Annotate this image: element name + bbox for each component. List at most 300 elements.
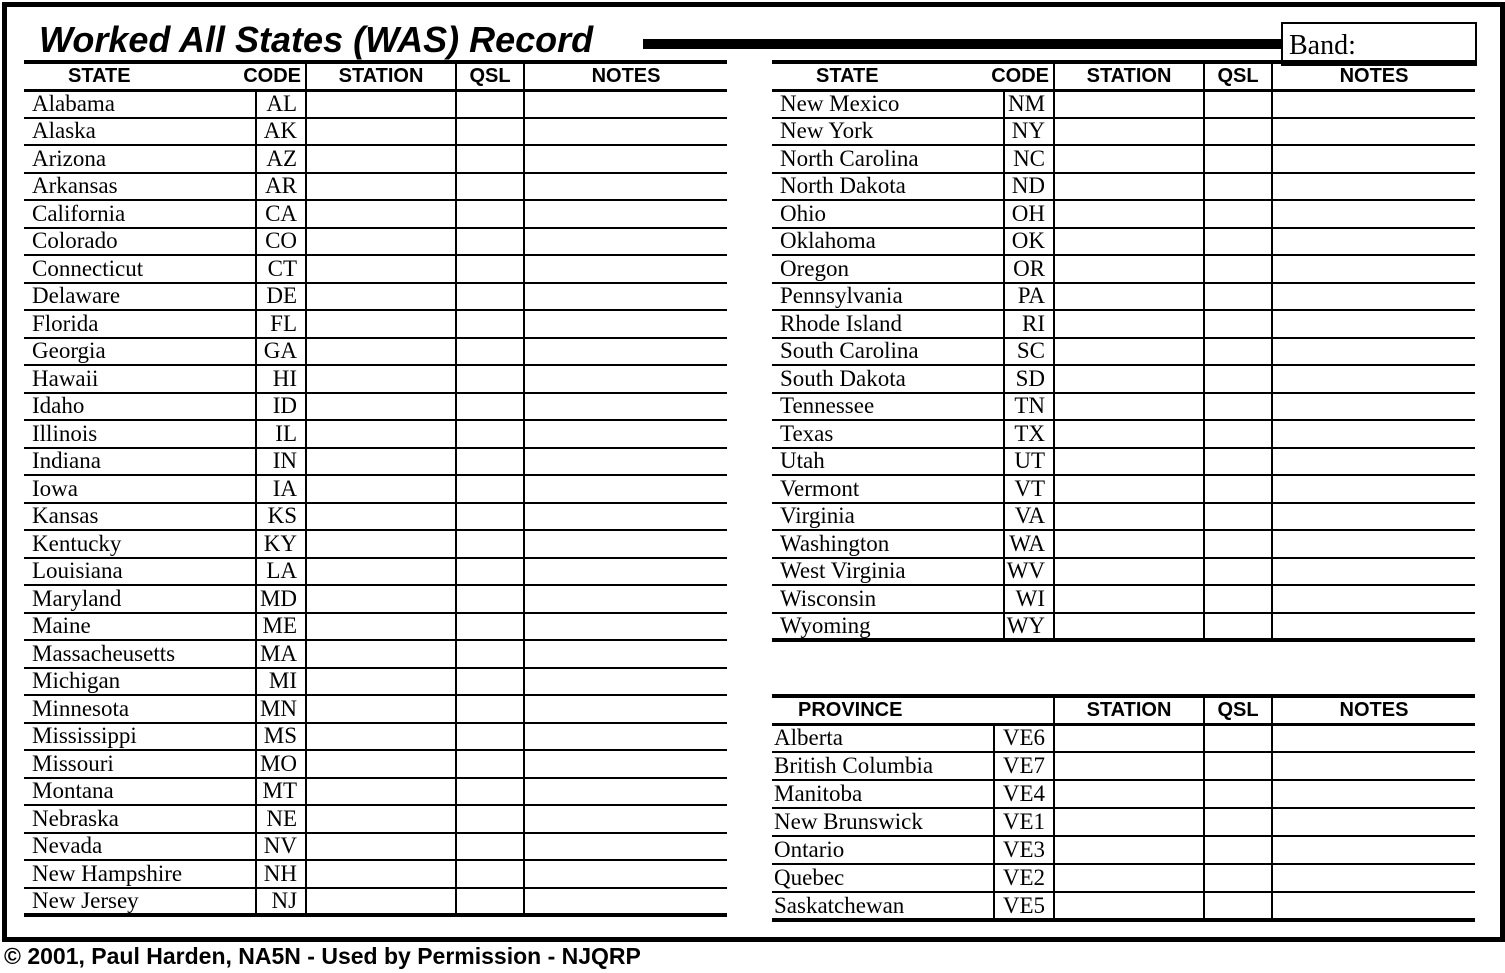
notes-cell[interactable] — [1272, 173, 1475, 201]
province-row — [772, 808, 1475, 836]
qsl-cell[interactable] — [456, 695, 524, 723]
state-row-name: Iowa — [32, 475, 78, 501]
notes-cell[interactable] — [524, 365, 727, 393]
province-row-name: Alberta — [774, 725, 843, 751]
qsl-cell[interactable] — [456, 283, 524, 311]
station-cell[interactable] — [306, 475, 456, 503]
state-row-code: IA — [256, 475, 306, 503]
station-header: STATION — [306, 62, 456, 90]
station-cell[interactable] — [306, 860, 456, 888]
qsl-cell[interactable] — [456, 338, 524, 366]
qsl-cell[interactable] — [1204, 255, 1272, 283]
station-cell[interactable] — [1054, 475, 1204, 503]
station-cell[interactable] — [1054, 864, 1204, 892]
state-row-code: NJ — [256, 888, 306, 916]
band-label: Band: — [1289, 30, 1356, 61]
station-cell[interactable] — [306, 833, 456, 861]
state-row-code: ME — [256, 613, 306, 641]
qsl-cell[interactable] — [1204, 530, 1272, 558]
state-row-code: AR — [256, 173, 306, 201]
station-cell[interactable] — [306, 283, 456, 311]
state-row-code: CA — [256, 200, 306, 228]
station-cell[interactable] — [1054, 503, 1204, 531]
station-cell[interactable] — [1054, 836, 1204, 864]
notes-cell[interactable] — [524, 613, 727, 641]
page-title: Worked All States (WAS) Record — [39, 19, 594, 60]
notes-cell[interactable] — [1272, 558, 1475, 586]
qsl-cell[interactable] — [456, 90, 524, 118]
province-row — [772, 836, 1475, 864]
notes-cell[interactable] — [1272, 752, 1475, 780]
station-cell[interactable] — [306, 585, 456, 613]
code-header: CODE — [243, 64, 302, 87]
state-row-code: FL — [256, 310, 306, 338]
qsl-cell[interactable] — [456, 778, 524, 806]
state-row — [24, 200, 727, 228]
station-cell[interactable] — [306, 448, 456, 476]
station-cell[interactable] — [306, 145, 456, 173]
state-row-code: OH — [1004, 200, 1054, 228]
state-row-code: VT — [1004, 475, 1054, 503]
state-row — [772, 475, 1475, 503]
state-row-code: IL — [256, 420, 306, 448]
notes-cell[interactable] — [524, 118, 727, 146]
state-row-code: WI — [1004, 585, 1054, 613]
notes-cell[interactable] — [524, 310, 727, 338]
qsl-cell[interactable] — [1204, 310, 1272, 338]
state-row-name: South Dakota — [780, 365, 906, 391]
notes-cell[interactable] — [524, 448, 727, 476]
qsl-cell[interactable] — [456, 365, 524, 393]
station-cell[interactable] — [306, 420, 456, 448]
qsl-cell[interactable] — [1204, 420, 1272, 448]
notes-cell[interactable] — [1272, 200, 1475, 228]
state-row-name: Maine — [32, 613, 91, 639]
notes-cell[interactable] — [1272, 892, 1475, 920]
qsl-cell[interactable] — [1204, 864, 1272, 892]
qsl-cell[interactable] — [1204, 780, 1272, 808]
notes-cell[interactable] — [524, 585, 727, 613]
qsl-cell[interactable] — [456, 173, 524, 201]
state-row-name: Colorado — [32, 228, 118, 254]
notes-cell[interactable] — [524, 530, 727, 558]
station-cell[interactable] — [306, 118, 456, 146]
state-row-name: Indiana — [32, 448, 101, 474]
state-row — [24, 585, 727, 613]
notes-cell[interactable] — [524, 668, 727, 696]
notes-cell[interactable] — [1272, 393, 1475, 421]
state-row — [24, 805, 727, 833]
notes-cell[interactable] — [524, 200, 727, 228]
state-row-code: ID — [256, 393, 306, 421]
notes-cell[interactable] — [524, 558, 727, 586]
station-cell[interactable] — [1054, 118, 1204, 146]
header-row — [24, 62, 727, 90]
qsl-cell[interactable] — [1204, 393, 1272, 421]
notes-cell[interactable] — [524, 255, 727, 283]
notes-cell[interactable] — [1272, 90, 1475, 118]
province-row — [772, 724, 1475, 752]
notes-cell[interactable] — [1272, 420, 1475, 448]
state-row — [772, 283, 1475, 311]
qsl-cell[interactable] — [1204, 585, 1272, 613]
qsl-cell[interactable] — [456, 750, 524, 778]
station-cell[interactable] — [306, 255, 456, 283]
notes-cell[interactable] — [524, 393, 727, 421]
qsl-cell[interactable] — [1204, 836, 1272, 864]
qsl-cell[interactable] — [456, 860, 524, 888]
station-cell[interactable] — [306, 503, 456, 531]
notes-cell[interactable] — [524, 805, 727, 833]
qsl-cell[interactable] — [1204, 200, 1272, 228]
state-row-name: Nevada — [32, 833, 103, 859]
title-rule — [643, 39, 1283, 49]
state-row-name: Alaska — [32, 118, 96, 144]
state-row — [772, 530, 1475, 558]
notes-cell[interactable] — [1272, 475, 1475, 503]
state-row-name: North Dakota — [780, 173, 906, 199]
state-row-code: MD — [256, 585, 306, 613]
station-cell[interactable] — [306, 805, 456, 833]
qsl-cell[interactable] — [1204, 448, 1272, 476]
state-row-name: Illinois — [32, 420, 98, 446]
state-row — [24, 475, 727, 503]
station-cell[interactable] — [306, 668, 456, 696]
state-row-code: SC — [1004, 338, 1054, 366]
notes-cell[interactable] — [1272, 310, 1475, 338]
state-row-name: Kansas — [32, 503, 99, 529]
station-cell[interactable] — [1054, 808, 1204, 836]
state-row-code: MI — [256, 668, 306, 696]
state-row — [772, 90, 1475, 118]
state-header: STATE — [68, 64, 131, 87]
state-row-name: Kentucky — [32, 530, 122, 556]
qsl-cell[interactable] — [456, 888, 524, 916]
state-row — [24, 503, 727, 531]
qsl-cell[interactable] — [1204, 503, 1272, 531]
station-cell[interactable] — [1054, 338, 1204, 366]
qsl-cell[interactable] — [1204, 90, 1272, 118]
state-row-name: Pennsylvania — [780, 283, 903, 309]
state-row-name: New York — [780, 118, 874, 144]
station-cell[interactable] — [306, 640, 456, 668]
station-cell[interactable] — [1054, 780, 1204, 808]
state-row-code: SD — [1004, 365, 1054, 393]
state-row-name: Wisconsin — [780, 585, 877, 611]
notes-cell[interactable] — [524, 503, 727, 531]
state-row-name: Connecticut — [32, 255, 144, 281]
province-row — [772, 892, 1475, 920]
state-row-name: Texas — [780, 420, 834, 446]
station-cell[interactable] — [306, 90, 456, 118]
qsl-cell[interactable] — [1204, 173, 1272, 201]
qsl-cell[interactable] — [1204, 724, 1272, 752]
state-row-code: KY — [256, 530, 306, 558]
state-row-code: MT — [256, 778, 306, 806]
station-cell[interactable] — [1054, 228, 1204, 256]
state-row — [24, 723, 727, 751]
state-row-name: Montana — [32, 778, 114, 804]
province-row-name: Saskatchewan — [774, 892, 905, 918]
state-row — [24, 668, 727, 696]
station-cell[interactable] — [306, 723, 456, 751]
state-row-name: California — [32, 200, 126, 226]
station-cell[interactable] — [1054, 310, 1204, 338]
state-row-name: Delaware — [32, 283, 121, 309]
state-row — [24, 695, 727, 723]
qsl-cell[interactable] — [456, 530, 524, 558]
province-header: PROVINCE — [798, 698, 903, 721]
qsl-cell[interactable] — [456, 393, 524, 421]
notes-cell[interactable] — [1272, 724, 1475, 752]
notes-cell[interactable] — [1272, 836, 1475, 864]
notes-cell[interactable] — [524, 695, 727, 723]
qsl-cell[interactable] — [456, 448, 524, 476]
state-row — [772, 200, 1475, 228]
state-row-code: NM — [1004, 90, 1054, 118]
state-row — [772, 118, 1475, 146]
state-row-code: DE — [256, 283, 306, 311]
station-cell[interactable] — [1054, 283, 1204, 311]
state-row-code: OR — [1004, 255, 1054, 283]
province-row-code: VE1 — [994, 808, 1054, 836]
station-cell[interactable] — [1054, 585, 1204, 613]
state-row — [24, 338, 727, 366]
station-cell[interactable] — [1054, 393, 1204, 421]
station-cell[interactable] — [1054, 173, 1204, 201]
notes-cell[interactable] — [1272, 365, 1475, 393]
notes-cell[interactable] — [1272, 338, 1475, 366]
qsl-cell[interactable] — [456, 200, 524, 228]
state-row-name: Ohio — [780, 200, 826, 226]
station-cell[interactable] — [1054, 90, 1204, 118]
qsl-cell[interactable] — [456, 805, 524, 833]
province-row — [772, 864, 1475, 892]
state-row — [772, 310, 1475, 338]
notes-cell[interactable] — [524, 475, 727, 503]
qsl-cell[interactable] — [456, 420, 524, 448]
notes-cell[interactable] — [524, 228, 727, 256]
qsl-cell[interactable] — [1204, 118, 1272, 146]
state-row-code: MA — [256, 640, 306, 668]
state-row-name: Virginia — [780, 503, 855, 529]
notes-cell[interactable] — [1272, 283, 1475, 311]
station-cell[interactable] — [306, 530, 456, 558]
state-row-name: Arkansas — [32, 173, 118, 199]
notes-cell[interactable] — [1272, 808, 1475, 836]
station-cell[interactable] — [1054, 892, 1204, 920]
qsl-cell[interactable] — [1204, 808, 1272, 836]
station-cell[interactable] — [306, 173, 456, 201]
state-row-code: UT — [1004, 448, 1054, 476]
state-row-code: NV — [256, 833, 306, 861]
state-row — [24, 613, 727, 641]
state-row-name: Oklahoma — [780, 228, 876, 254]
notes-cell[interactable] — [1272, 613, 1475, 641]
qsl-cell[interactable] — [456, 668, 524, 696]
station-cell[interactable] — [1054, 558, 1204, 586]
state-row — [772, 365, 1475, 393]
state-row-code: CT — [256, 255, 306, 283]
station-cell[interactable] — [306, 888, 456, 916]
qsl-cell[interactable] — [456, 585, 524, 613]
qsl-cell[interactable] — [456, 228, 524, 256]
notes-header: NOTES — [1272, 62, 1475, 90]
state-row-name: Oregon — [780, 255, 849, 281]
notes-cell[interactable] — [524, 90, 727, 118]
qsl-cell[interactable] — [456, 255, 524, 283]
state-row-name: Massacheusetts — [32, 640, 176, 666]
notes-cell[interactable] — [524, 833, 727, 861]
notes-cell[interactable] — [524, 778, 727, 806]
qsl-cell[interactable] — [456, 145, 524, 173]
qsl-cell[interactable] — [1204, 228, 1272, 256]
qsl-cell[interactable] — [1204, 613, 1272, 641]
state-row-code: ND — [1004, 173, 1054, 201]
qsl-cell[interactable] — [1204, 283, 1272, 311]
state-row-code: NY — [1004, 118, 1054, 146]
state-row-code: MN — [256, 695, 306, 723]
state-row-name: New Mexico — [780, 91, 900, 116]
station-header: STATION — [1054, 696, 1204, 724]
state-row-name: Mississippi — [32, 723, 137, 749]
notes-cell[interactable] — [1272, 780, 1475, 808]
station-cell[interactable] — [1054, 613, 1204, 641]
notes-cell[interactable] — [524, 283, 727, 311]
station-cell[interactable] — [1054, 255, 1204, 283]
qsl-cell[interactable] — [456, 558, 524, 586]
station-cell[interactable] — [1054, 448, 1204, 476]
state-row — [772, 228, 1475, 256]
state-row — [772, 448, 1475, 476]
state-row-code: AL — [256, 90, 306, 118]
notes-cell[interactable] — [524, 750, 727, 778]
station-cell[interactable] — [306, 750, 456, 778]
qsl-cell[interactable] — [1204, 892, 1272, 920]
state-row-name: Georgia — [32, 338, 106, 364]
notes-cell[interactable] — [1272, 228, 1475, 256]
state-row-code: AZ — [256, 145, 306, 173]
station-cell[interactable] — [306, 365, 456, 393]
station-cell[interactable] — [1054, 200, 1204, 228]
notes-cell[interactable] — [524, 723, 727, 751]
qsl-cell[interactable] — [456, 613, 524, 641]
station-cell[interactable] — [306, 310, 456, 338]
notes-cell[interactable] — [1272, 503, 1475, 531]
province-row-code: VE2 — [994, 864, 1054, 892]
station-cell[interactable] — [306, 338, 456, 366]
state-row — [24, 448, 727, 476]
qsl-cell[interactable] — [456, 310, 524, 338]
notes-cell[interactable] — [524, 888, 727, 916]
province-row-code: VE3 — [994, 836, 1054, 864]
qsl-cell[interactable] — [1204, 475, 1272, 503]
state-row-name: New Hampshire — [32, 860, 183, 886]
province-row-code: VE7 — [994, 752, 1054, 780]
state-row — [24, 393, 727, 421]
qsl-cell[interactable] — [456, 118, 524, 146]
state-row-name: Vermont — [780, 475, 860, 501]
header-row — [772, 62, 1475, 90]
notes-cell[interactable] — [1272, 145, 1475, 173]
states-table-left — [24, 60, 727, 917]
state-row-name: Wyoming — [780, 612, 871, 638]
qsl-cell[interactable] — [456, 475, 524, 503]
station-cell[interactable] — [306, 778, 456, 806]
station-cell[interactable] — [306, 200, 456, 228]
notes-cell[interactable] — [1272, 255, 1475, 283]
qsl-cell[interactable] — [1204, 338, 1272, 366]
state-header: STATE — [816, 64, 879, 87]
station-cell[interactable] — [306, 695, 456, 723]
qsl-cell[interactable] — [456, 503, 524, 531]
state-row-code: GA — [256, 338, 306, 366]
state-row-code: WV — [1004, 558, 1054, 586]
state-row — [772, 420, 1475, 448]
state-row-code: PA — [1004, 283, 1054, 311]
qsl-cell[interactable] — [1204, 752, 1272, 780]
province-row-code: VE5 — [994, 892, 1054, 920]
notes-cell[interactable] — [524, 173, 727, 201]
state-row-code: NC — [1004, 145, 1054, 173]
notes-header: NOTES — [524, 62, 727, 90]
code-header: CODE — [991, 64, 1050, 87]
state-row — [24, 888, 727, 916]
station-cell[interactable] — [1054, 365, 1204, 393]
state-row — [772, 585, 1475, 613]
province-row — [772, 780, 1475, 808]
notes-cell[interactable] — [524, 420, 727, 448]
state-row-name: West Virginia — [780, 558, 906, 584]
qsl-cell[interactable] — [1204, 365, 1272, 393]
station-cell[interactable] — [1054, 724, 1204, 752]
station-cell[interactable] — [1054, 420, 1204, 448]
state-row-code: MO — [256, 750, 306, 778]
state-row-code: TN — [1004, 393, 1054, 421]
station-cell[interactable] — [1054, 145, 1204, 173]
state-row-name: Tennessee — [780, 393, 875, 419]
state-code-header — [772, 62, 1054, 90]
state-row — [24, 420, 727, 448]
notes-cell[interactable] — [1272, 530, 1475, 558]
state-row-name: Rhode Island — [780, 310, 903, 336]
qsl-cell[interactable] — [456, 833, 524, 861]
notes-cell[interactable] — [1272, 118, 1475, 146]
notes-cell[interactable] — [524, 145, 727, 173]
notes-cell[interactable] — [524, 338, 727, 366]
notes-cell[interactable] — [1272, 448, 1475, 476]
station-cell[interactable] — [306, 393, 456, 421]
station-cell[interactable] — [1054, 752, 1204, 780]
notes-cell[interactable] — [1272, 864, 1475, 892]
station-cell[interactable] — [306, 613, 456, 641]
state-row — [772, 558, 1475, 586]
notes-cell[interactable] — [524, 860, 727, 888]
state-row-code: WA — [1004, 530, 1054, 558]
station-cell[interactable] — [1054, 530, 1204, 558]
qsl-cell[interactable] — [1204, 145, 1272, 173]
station-cell[interactable] — [306, 558, 456, 586]
qsl-header: QSL — [1204, 696, 1272, 724]
qsl-cell[interactable] — [1204, 558, 1272, 586]
qsl-cell[interactable] — [456, 723, 524, 751]
notes-cell[interactable] — [524, 640, 727, 668]
qsl-cell[interactable] — [456, 640, 524, 668]
notes-cell[interactable] — [1272, 585, 1475, 613]
station-cell[interactable] — [306, 228, 456, 256]
state-row — [24, 90, 727, 118]
notes-header: NOTES — [1272, 696, 1475, 724]
